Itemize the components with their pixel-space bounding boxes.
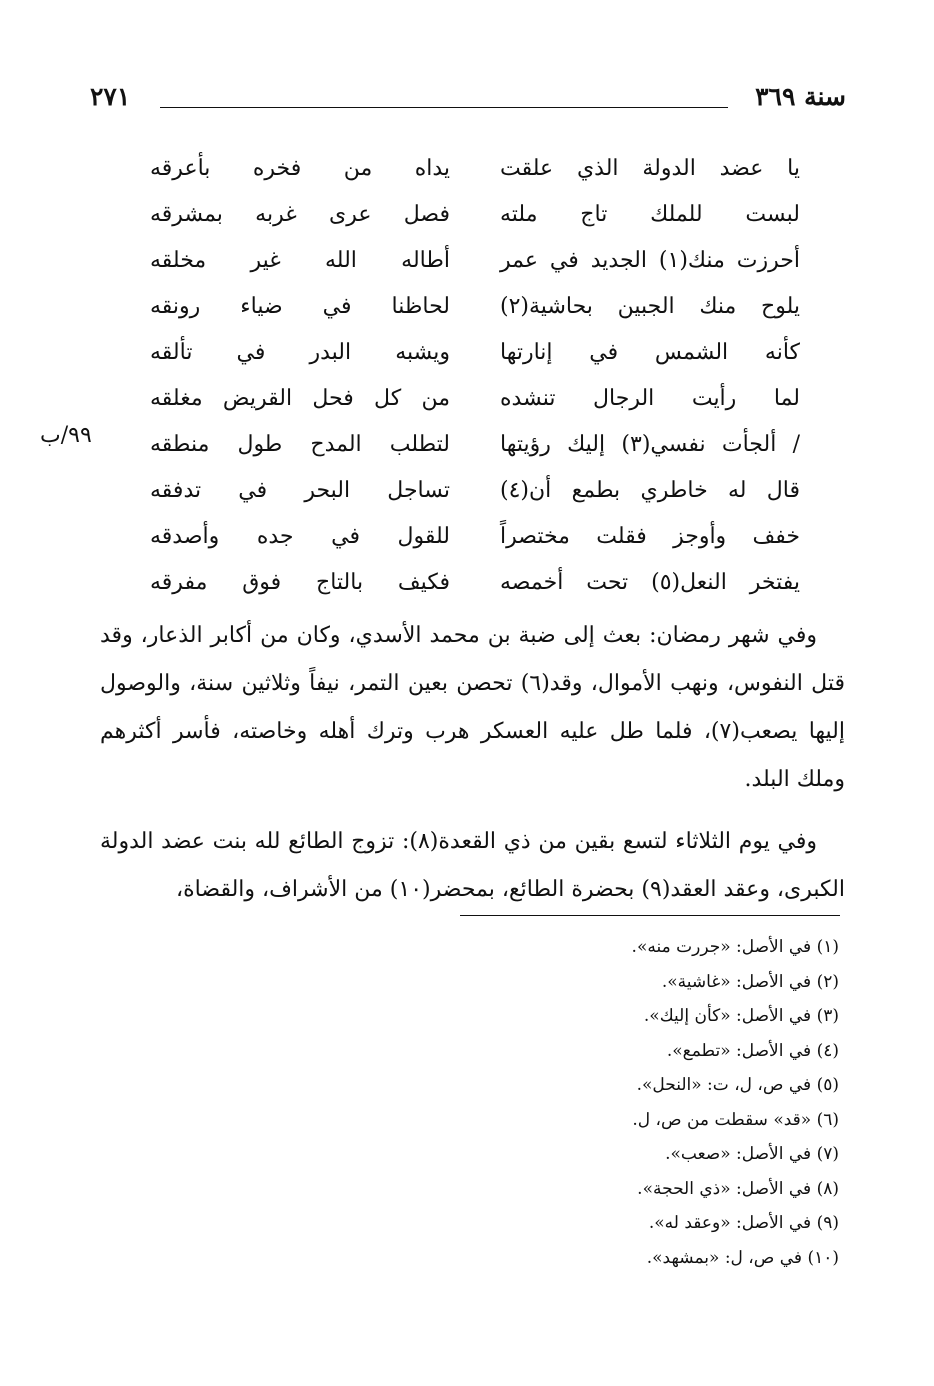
verse-second-hemistich: فصل عرى غربه بمشرقه <box>150 202 450 227</box>
verse <box>150 242 800 288</box>
footnotes <box>339 930 839 1275</box>
footnote: (٤) في الأصل: «تطمع». <box>666 1040 839 1061</box>
verse <box>150 150 800 196</box>
footnote: (٩) في الأصل: «وعقد له». <box>648 1213 839 1233</box>
paragraph: وفي يوم الثلاثاء لتسع بقين من ذي القعدة(٨): تزوج الطائع لله بنت عضد الدولة الكبرى، وعقد العقد(٩) بحضرة الطائع، بمحضر(١٠) من الأشراف، والقضاة، <box>100 829 845 902</box>
footnote: (١٠) في ص، ل: «بمشهد». <box>646 1247 839 1268</box>
manuscript-folio-marker: ٩٩/ب <box>40 423 92 448</box>
verse-first-hemistich: يا عضد الدولة الذي علقت <box>500 156 800 181</box>
verse-first-hemistich: يلوح منك الجبين بحاشية(٢) <box>500 294 800 319</box>
paragraph: وفي شهر رمضان: بعث إلى ضبة بن محمد الأسدي، وكان من أكابر الذعار، وقد قتل النفوس، ونهب الأموال، وقد(٦) تحصن بعين التمر، نيفاً وثلاثين سنة، والوصول إليها يصعب(٧)، فلما طل عليه العسكر هرب وترك أهله وخاصته، فأسر أكثرهم وملك البلد. <box>100 623 846 792</box>
verse <box>150 472 800 518</box>
verse-second-hemistich: تساجل البحر في تدفقه <box>150 478 450 503</box>
footnote: (٣) في الأصل: «كأن إليك». <box>643 1006 839 1026</box>
verse-second-hemistich: لحاظنا في ضياء رونقه <box>150 294 450 319</box>
verse <box>150 426 800 472</box>
footnote: (١) في الأصل: «جررت منه». <box>631 937 839 957</box>
verse-second-hemistich: للقول في جده وأصدقه <box>150 524 450 549</box>
verse-first-hemistich: قال له خاطري بطمع أن(٤) <box>500 478 800 503</box>
verse-second-hemistich: من كل فحل القريض مغلقه <box>150 386 450 411</box>
verse <box>150 288 800 334</box>
verse-first-hemistich: يفتخر النعل(٥) تحت أخمصه <box>500 570 800 595</box>
footnote: (٦) «قد» سقطت من ص، ل. <box>632 1109 839 1130</box>
verse-first-hemistich: كأنه الشمس في إنارتها <box>500 340 800 365</box>
verse-first-hemistich: خفف وأوجز فقلت مختصراً <box>500 524 800 549</box>
footnote-rule <box>460 915 840 916</box>
page-header <box>90 82 846 122</box>
verse-second-hemistich: يداه من فخره بأعرقه <box>150 156 450 181</box>
header-rule <box>160 107 728 108</box>
verse <box>150 380 800 426</box>
verse-second-hemistich: لتطلب المدح طول منطقه <box>150 432 450 457</box>
verse <box>150 564 800 610</box>
verse <box>150 334 800 380</box>
verse-second-hemistich: ويشبه البدر في تألقه <box>150 340 450 365</box>
footnote: (٧) في الأصل: «صعب». <box>665 1144 839 1164</box>
page-number: ٢٧١ <box>90 82 131 111</box>
verse-first-hemistich: لما رأيت الرجال تنشده <box>500 386 800 411</box>
footnote: (٢) في الأصل: «غاشية». <box>661 971 839 992</box>
verse-first-hemistich: لبست للملك تاج ملته <box>500 202 800 227</box>
verse-first-hemistich: أحرزت منك(١) الجديد في عمر <box>500 248 800 273</box>
verse-second-hemistich: أطاله الله غير مخلقه <box>150 248 450 273</box>
footnote: (٨) في الأصل: «ذي الحجة». <box>637 1178 839 1199</box>
verse-first-hemistich: / ألجأت نفسي(٣) إليك رؤيتها <box>500 432 800 457</box>
running-title: سنة ٣٦٩ <box>755 82 846 111</box>
footnote: (٥) في ص، ل، ت: «النحل». <box>636 1075 839 1095</box>
verse-second-hemistich: فكيف بالتاج فوق مفرقه <box>150 570 450 595</box>
poem <box>150 150 800 610</box>
prose-body <box>100 612 845 928</box>
verse <box>150 518 800 564</box>
verse <box>150 196 800 242</box>
